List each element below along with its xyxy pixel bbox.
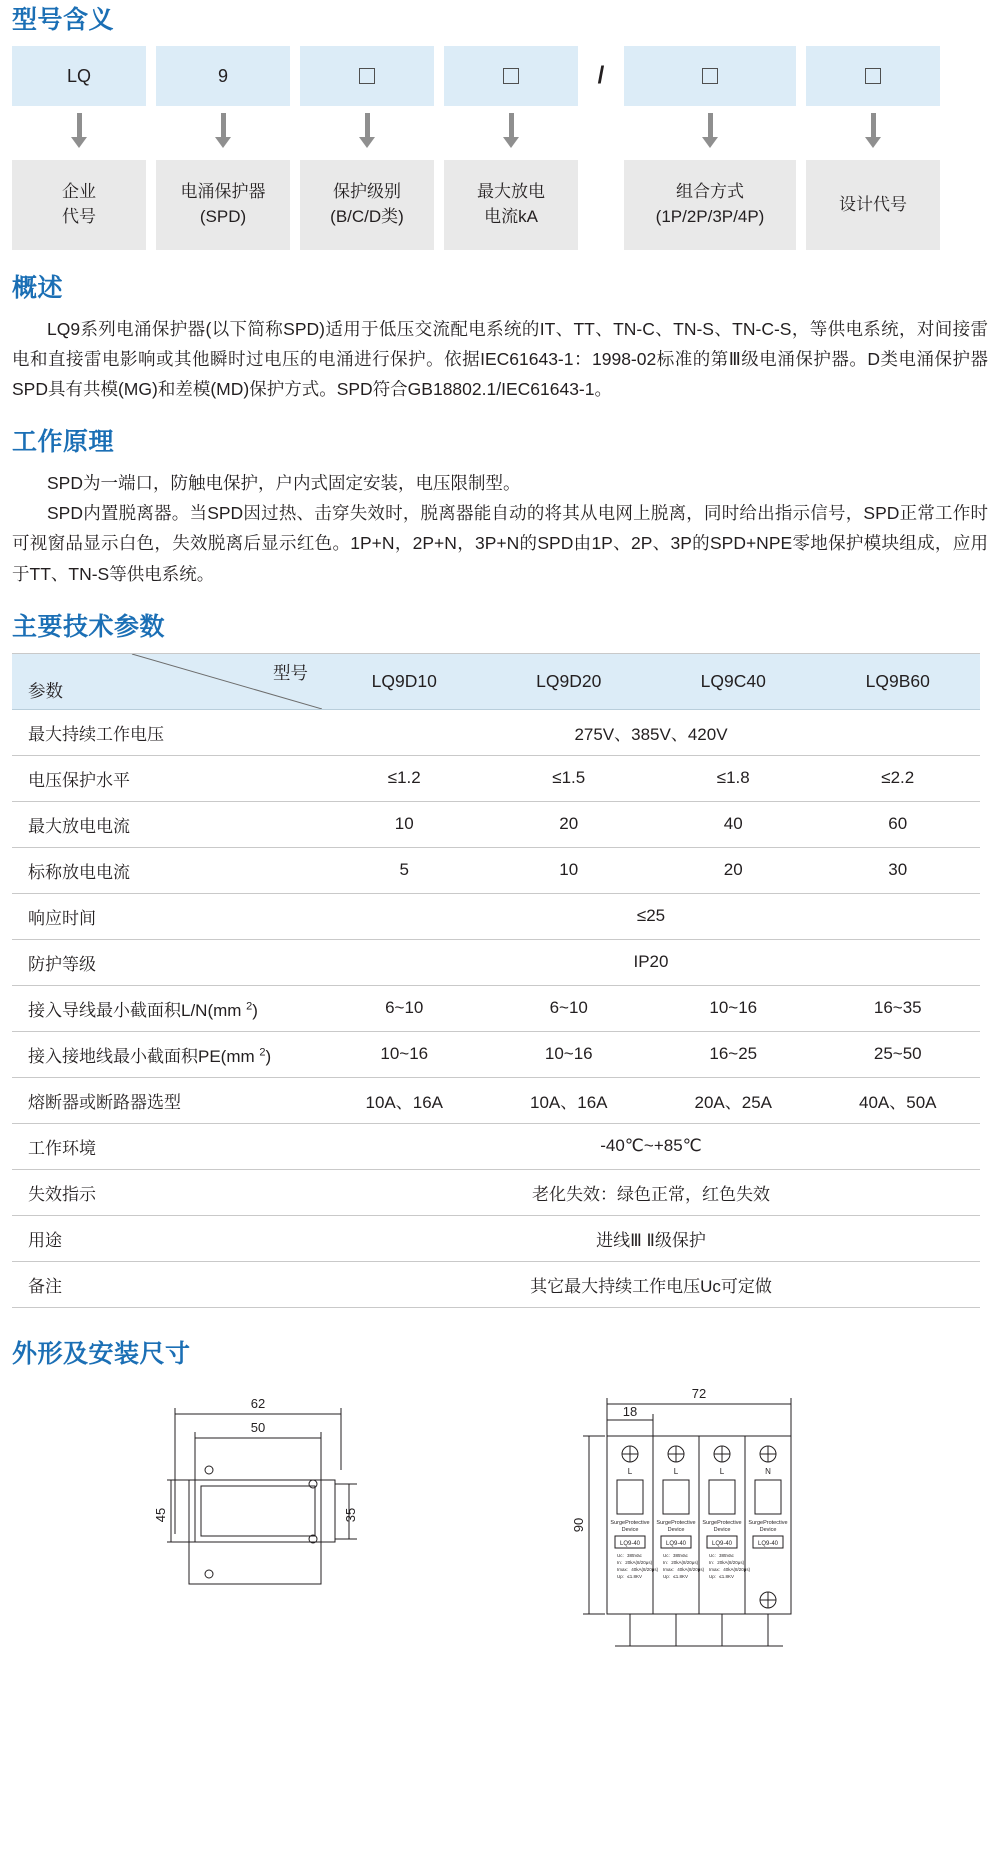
square-box-icon [702, 68, 718, 84]
svg-text:Up：≤1.8KV: Up：≤1.8KV [709, 1573, 734, 1579]
row-label: 熔断器或断路器选型 [12, 1077, 322, 1123]
dim-label-height: 90 [571, 1517, 586, 1532]
row-value: 40 [651, 801, 816, 847]
arrow-spacer [588, 112, 614, 154]
model-desc-cell-5 [624, 160, 796, 250]
pole-label-2: L [673, 1466, 679, 1476]
svg-text:SurgeProtective: SurgeProtective [702, 1519, 742, 1526]
table-row [12, 1169, 980, 1215]
row-value-merged: -40℃~+85℃ [322, 1123, 980, 1169]
dim-label-height-right: 35 [343, 1507, 358, 1522]
table-header-model-4: LQ9B60 [816, 653, 981, 709]
brand-line-1: SurgeProtective [610, 1519, 650, 1526]
svg-text:LQ9-40: LQ9-40 [665, 1540, 687, 1547]
table-row [12, 709, 980, 755]
svg-text:LQ9-40: LQ9-40 [757, 1540, 779, 1547]
down-arrow-icon [624, 112, 796, 154]
model-desc-cell-2 [156, 160, 290, 250]
pole-label-1: L [627, 1466, 633, 1476]
row-value: 16~35 [816, 985, 981, 1031]
row-label: 用途 [12, 1215, 322, 1261]
model-code-cell-3 [300, 46, 434, 106]
model-desc-cell-6 [806, 160, 940, 250]
square-box-icon [359, 68, 375, 84]
table-row [12, 801, 980, 847]
table-row [12, 847, 980, 893]
model-code-cell-6 [806, 46, 940, 106]
pole-label-3: L [719, 1466, 725, 1476]
model-code-cell-5 [624, 46, 796, 106]
table-header-model-3: LQ9C40 [651, 653, 816, 709]
model-meaning-diagram [12, 46, 988, 250]
side-view-drawing [145, 1384, 445, 1674]
svg-text:Imax：40kA(8/20μs): Imax：40kA(8/20μs) [617, 1566, 659, 1572]
table-row [12, 1123, 980, 1169]
principle-section [12, 422, 988, 588]
row-value: 10~16 [487, 1031, 652, 1077]
model-desc-cell-1 [12, 160, 146, 250]
table-row [12, 985, 980, 1031]
model-code-cell-4 [444, 46, 578, 106]
table-row [12, 939, 980, 985]
row-value-merged: 其它最大持续工作电压Uc可定做 [322, 1261, 980, 1307]
table-corner-param-label: 参数 [28, 680, 63, 701]
dim-label-height-left: 45 [153, 1507, 168, 1522]
row-value: 16~25 [651, 1031, 816, 1077]
down-arrow-icon [156, 112, 290, 154]
row-value: 10~16 [651, 985, 816, 1031]
down-arrow-icon [12, 112, 146, 154]
table-row [12, 1031, 980, 1077]
svg-text:Imax：40kA(8/20μs): Imax：40kA(8/20μs) [709, 1566, 751, 1572]
section-title-principle: 工作原理 [12, 428, 115, 457]
row-value: 60 [816, 801, 981, 847]
model-code-row [12, 46, 988, 106]
model-desc-line2: (B/C/D类) [330, 207, 404, 226]
row-value: 20 [487, 801, 652, 847]
dimensions-section [12, 1334, 988, 1674]
down-arrow-icon [300, 112, 434, 154]
model-desc-line2: 代号 [62, 207, 96, 226]
model-desc-line1: 组合方式 [676, 182, 744, 202]
brand-line-2: Device [621, 1526, 639, 1533]
row-value: 10A、16A [487, 1077, 652, 1123]
principle-paragraph-1: SPD为一端口，防触电保护，户内式固定安装，电压限制型。 [47, 473, 521, 494]
row-label: 备注 [12, 1261, 322, 1307]
svg-text:Uc：385Vac: Uc：385Vac [709, 1552, 734, 1558]
svg-text:SurgeProtective: SurgeProtective [656, 1519, 696, 1526]
overview-paragraph: LQ9系列电涌保护器(以下简称SPD)适用于低压交流配电系统的IT、TT、TN-C、TN-S、TN-C-S，等供电系统，对间接雷电和直接雷电影响或其他瞬时过电压的电涌进行保护。依据IEC61643-1：1998-02标准的第Ⅲ级电涌保护器。D类电涌保护器SPD具有共模(MG)和差模(MD)保护方式。SPD符合GB18802.1/IEC61643-1。 [12, 319, 988, 400]
square-box-icon [865, 68, 881, 84]
model-desc-line1: 企业 [62, 182, 96, 202]
svg-text:Imax：40kA(8/20μs): Imax：40kA(8/20μs) [663, 1566, 705, 1572]
row-value-merged: 进线Ⅲ Ⅱ级保护 [322, 1215, 980, 1261]
table-row [12, 1215, 980, 1261]
row-value: 10A、16A [322, 1077, 487, 1123]
row-label: 标称放电电流 [12, 847, 322, 893]
model-desc-line1: 电涌保护器 [180, 182, 266, 202]
model-desc-line2: (SPD) [199, 207, 247, 226]
row-label: 响应时间 [12, 893, 322, 939]
table-row [12, 755, 980, 801]
model-desc-cell-3 [300, 160, 434, 250]
row-value: ≤1.8 [651, 755, 816, 801]
row-label: 接入导线最小截面积L/N(mm $^2$) [12, 985, 322, 1031]
model-desc-line1: 设计代号 [839, 194, 907, 214]
dimension-drawings [12, 1384, 988, 1674]
model-desc-line2: (1P/2P/3P/4P) [655, 207, 765, 226]
row-value: ≤1.5 [487, 755, 652, 801]
row-value: 30 [816, 847, 981, 893]
row-value: 5 [322, 847, 487, 893]
row-value: 40A、50A [816, 1077, 981, 1123]
section-title-overview: 概述 [12, 274, 64, 302]
model-desc-line2: 电流kA [484, 207, 538, 226]
row-label: 防护等级 [12, 939, 322, 985]
row-value-merged: 275V、385V、420V [322, 709, 980, 755]
down-arrow-icon [806, 112, 940, 154]
row-value: 10 [487, 847, 652, 893]
row-value: 6~10 [487, 985, 652, 1031]
dim-label-module-width: 18 [622, 1403, 638, 1419]
spec-section [12, 607, 988, 1308]
table-row [12, 1261, 980, 1307]
model-description-row [12, 160, 988, 250]
row-value-merged: IP20 [322, 939, 980, 985]
model-arrow-row [12, 112, 988, 154]
model-slash-separator: / [597, 62, 605, 89]
model-desc-cell-4 [444, 160, 578, 250]
row-value: 25~50 [816, 1031, 981, 1077]
section-title-spec: 主要技术参数 [12, 612, 166, 641]
pole-label-4: N [765, 1466, 771, 1476]
row-label: 最大持续工作电压 [12, 709, 322, 755]
section-title-dimensions: 外形及安装尺寸 [12, 1339, 191, 1368]
section-title-model: 型号含义 [12, 6, 115, 34]
svg-text:In：20kA(8/20μs): In：20kA(8/20μs) [617, 1559, 653, 1565]
overview-section [12, 268, 988, 404]
row-label: 工作环境 [12, 1123, 322, 1169]
row-value-merged: ≤25 [322, 893, 980, 939]
model-label: LQ9-40 [619, 1540, 641, 1547]
row-value: 6~10 [322, 985, 487, 1031]
model-code-cell-2: 9 [156, 46, 290, 106]
row-value: 10 [322, 801, 487, 847]
row-label: 接入接地线最小截面积PE(mm $^2$) [12, 1031, 322, 1077]
model-desc-line1: 保护级别 [333, 182, 401, 202]
model-desc-line1: 最大放电 [477, 182, 545, 202]
principle-paragraph-2: SPD内置脱离器。当SPD因过热、击穿失效时，脱离器能自动的将其从电网上脱离，同时给出指示信号，SPD正常工作时可视窗品显示白色，失效脱离后显示红色。1P+N，2P+N，3P+N的SPD由1P、2P、3P的SPD+NPE零地保护模块组成，应用于TT、TN-S等供电系统。 [12, 503, 988, 584]
svg-text:LQ9-40: LQ9-40 [711, 1540, 733, 1547]
table-corner-model-label: 型号 [273, 662, 308, 683]
svg-text:Device: Device [667, 1526, 685, 1533]
svg-text:Uc：385Vac: Uc：385Vac [663, 1552, 688, 1558]
dim-label-top-outer: 62 [250, 1395, 266, 1411]
dim-label-total-width: 72 [691, 1385, 707, 1401]
table-header-row [12, 653, 980, 709]
square-box-icon [503, 68, 519, 84]
row-label: 最大放电电流 [12, 801, 322, 847]
table-header-model-2: LQ9D20 [487, 653, 652, 709]
svg-text:Device: Device [759, 1526, 777, 1533]
row-value: 10~16 [322, 1031, 487, 1077]
svg-text:Uc：385Vac: Uc：385Vac [617, 1552, 642, 1558]
row-label: 电压保护水平 [12, 755, 322, 801]
table-corner-cell [12, 653, 322, 709]
row-value: ≤2.2 [816, 755, 981, 801]
table-row [12, 1077, 980, 1123]
row-value: 20 [651, 847, 816, 893]
table-header-model-1: LQ9D10 [322, 653, 487, 709]
svg-text:Up：≤1.8KV: Up：≤1.8KV [617, 1573, 642, 1579]
down-arrow-icon [444, 112, 578, 154]
dim-label-top-inner: 50 [250, 1419, 266, 1435]
row-value-merged: 老化失效：绿色正常，红色失效 [322, 1169, 980, 1215]
svg-text:SurgeProtective: SurgeProtective [748, 1519, 788, 1526]
row-value: 20A、25A [651, 1077, 816, 1123]
table-row [12, 893, 980, 939]
row-label: 失效指示 [12, 1169, 322, 1215]
svg-text:In：20kA(8/20μs): In：20kA(8/20μs) [663, 1559, 699, 1565]
model-code-cell-1: LQ [12, 46, 146, 106]
desc-spacer [588, 160, 614, 250]
front-view-drawing [555, 1384, 855, 1674]
row-value: ≤1.2 [322, 755, 487, 801]
spec-table [12, 653, 980, 1308]
svg-text:Up：≤1.8KV: Up：≤1.8KV [663, 1573, 688, 1579]
svg-text:Device: Device [713, 1526, 731, 1533]
svg-text:In：20kA(8/20μs): In：20kA(8/20μs) [709, 1559, 745, 1565]
